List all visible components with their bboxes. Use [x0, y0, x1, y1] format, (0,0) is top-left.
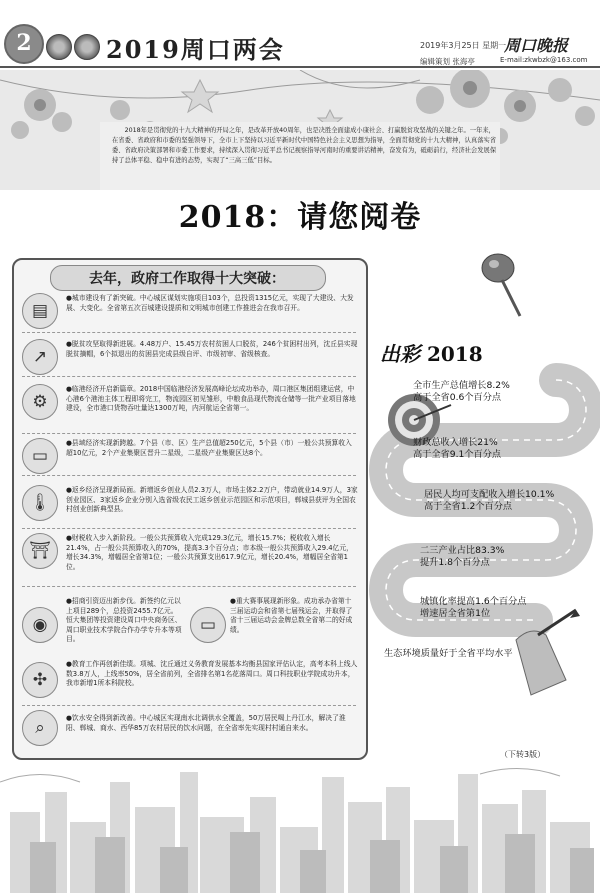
editor-credit: 编辑策划 张海亭 [420, 57, 475, 66]
globe-icon: ◉ [22, 607, 58, 643]
item-text: ●县域经济实现新跨越。7个县（市、区）生产总值超250亿元，5个县（市）一般公共预算收入超10亿元，2个产业集聚区晋升二星级，二星级产业集聚区达8个。 [66, 439, 352, 457]
item-divider [22, 705, 356, 706]
list-item [22, 660, 358, 704]
highlight-item [413, 380, 510, 404]
atom-icon: ✣ [22, 662, 58, 698]
highlight-item [420, 596, 527, 620]
edition-title: 2019周口两会 [106, 35, 285, 64]
city-skyline-decoration [0, 762, 600, 893]
list-item [22, 292, 358, 330]
item-text: ●脱贫攻坚取得新进展。4.48万户、15.45万农村贫困人口脱贫，246个贫困村出列，沈丘县实现脱贫摘帽，6个拟退出的贫困县完成县级自评、市级初审、省级核查。 [66, 340, 358, 358]
cppcc-emblem-icon [74, 34, 100, 60]
intro-paragraph: 2018年是贯彻党的十九大精神的开局之年，是改革开放40周年，也是决胜全面建成小康社会、打赢脱贫攻坚战的关键之年。一年来，在省委、省政府和市委的坚强领导下，全市上下坚持以习近平新时代中国特色社会主义思想为指导，全面贯彻党的十九大精神，认真落实省委、省政府决策部署和市委工作要求，持续深入贯彻习近平总书记视察指导河南时的重要讲话精神，奋发有为，砥砺前行，经济社会发展保持了总体平稳、稳中有进的态势，实现了“三高三低”目标。 [112, 127, 497, 164]
highlight-line-2: 提升1.8个百分点 [420, 557, 490, 568]
pushpin-icon [476, 246, 536, 326]
list-item [190, 597, 358, 657]
national-emblem-icon [46, 34, 72, 60]
highlight-line-1: 财政总收入增长21% [413, 437, 498, 448]
main-title: 2018：请您阅卷 [178, 200, 422, 235]
box-title: 去年，政府工作取得十大突破： [89, 271, 285, 287]
item-text: ●财税收入步入新阶段。一般公共预算收入完成129.3亿元，增长15.7%；税收收入增长21.4%，占一般公共预算收入的70%，提高3.3个百分点；市本级一般公共预算收入29.4亿元，增长34.3%，增幅居全省第1位；一般公共预算支出617.9亿元，增长20.4%，增幅居全省第1位。 [66, 534, 353, 571]
item-text: ●教育工作再创新佳绩。项城、沈丘通过义务教育发展基本均衡县国家评估认定，高考本科上线人数3.8万人，上线率50%，居全省前列，全省排名第1名花落周口。周口科技职业学院成功升本，我市新增1所本科院校。 [66, 660, 358, 688]
highlight-line-2: 高于全省0.6个百分点 [413, 392, 502, 403]
list-item [22, 710, 358, 750]
highlight-line-1: 生态环境质量好于全省平均水平 [384, 648, 513, 659]
highlight-item [384, 648, 513, 660]
laptop-icon: ▭ [190, 607, 226, 643]
page-number-badge: 2 [4, 24, 44, 64]
item-divider [22, 332, 356, 333]
continued-note: （下转3版） [500, 750, 546, 759]
item-text: ●临港经济开启新篇章。2018中国临港经济发展高峰论坛成功举办，周口港区集团组建运营，中心港6个港池主体工程即将完工，物流园区初见雏形，中粮食品现代物流仓储等一批产业项目落地建设，全市港口货物吞吐量达1300万吨，内河航运全省第一。 [66, 385, 356, 413]
magnifier-icon: ⌕ [22, 710, 58, 746]
highlight-item [420, 545, 504, 569]
highlight-item [424, 489, 554, 513]
item-divider [22, 376, 356, 377]
highlight-item [413, 437, 501, 461]
excellence-label: 出彩 [380, 342, 420, 366]
highlight-line-1: 城镇化率提高1.6个百分点 [420, 596, 527, 607]
item-divider [22, 528, 356, 529]
list-item [22, 338, 358, 374]
highlight-line-1: 居民人均可支配收入增长10.1% [424, 489, 555, 500]
publication-date: 2019年3月25日 星期一 [420, 41, 507, 50]
pillars-icon: ⛩ [22, 533, 58, 569]
highlight-line-2: 高于全省9.1个百分点 [413, 449, 502, 460]
item-text: ●城市建设有了新突破。中心城区谋划实施项目103个，总投资1315亿元，实现了大建设、大发展、大变化。全省第五次百城建设提质和文明城市创建工作推进会在我市召开。 [66, 294, 354, 312]
list-item [22, 437, 358, 473]
thermometer-icon: 🌡 [22, 485, 58, 521]
highlight-line-1: 全市生产总值增长8.2% [413, 380, 510, 391]
excellence-year: 2018 [426, 342, 483, 366]
header-divider [0, 66, 600, 68]
item-divider [22, 586, 356, 587]
gears-icon: ⚙ [22, 384, 58, 420]
item-text: ●重大赛事展现新形象。成功承办省第十三届运动会和省第七届残运会，并取得了省十三届运动会金牌总数全省第二的好成绩。 [230, 597, 353, 634]
newspaper-name: 周口晚报 [504, 36, 569, 55]
list-item [22, 383, 358, 431]
excellence-heading [380, 338, 483, 367]
item-divider [22, 433, 356, 434]
item-text: ●饮水安全得到新改善。中心城区实现南水北调供水全覆盖，50万居民喝上丹江水，解决了淮阳、郸城、商水、西华85万农村居民的饮水问题，在全省率先实现村村通自来水。 [66, 714, 346, 732]
item-text: ●返乡经济呈现新局面。新增返乡创业人员2.3万人，市场主体2.2万户，带动就业14.9万人，3家创业园区、3家返乡企业分别入选省级农民工返乡创业示范园区和示范项目，郸城县获评为全国农村创业创新典型县。 [66, 486, 358, 514]
item-text: ●招商引资迈出新步伐。新签约亿元以上项目289个，总投资2455.7亿元。恒大集团等投资建设周口中央商务区、周口职业技术学院合作办学专升本等项目。 [66, 597, 182, 644]
highlight-line-2: 增速居全省第1位 [420, 608, 491, 619]
list-item [22, 597, 182, 657]
monitor-icon: ▭ [22, 438, 58, 474]
highlight-line-1: 二三产业占比83.3% [420, 545, 505, 556]
list-item [22, 484, 358, 526]
document-icon: ▤ [22, 293, 58, 329]
contact-email: E-mail:zkwbzk@163.com [500, 56, 588, 64]
highlight-line-2: 高于全省1.2个百分点 [424, 501, 513, 512]
growth-chart-icon: ↗ [22, 339, 58, 375]
list-item [22, 532, 358, 584]
item-divider [22, 475, 356, 476]
